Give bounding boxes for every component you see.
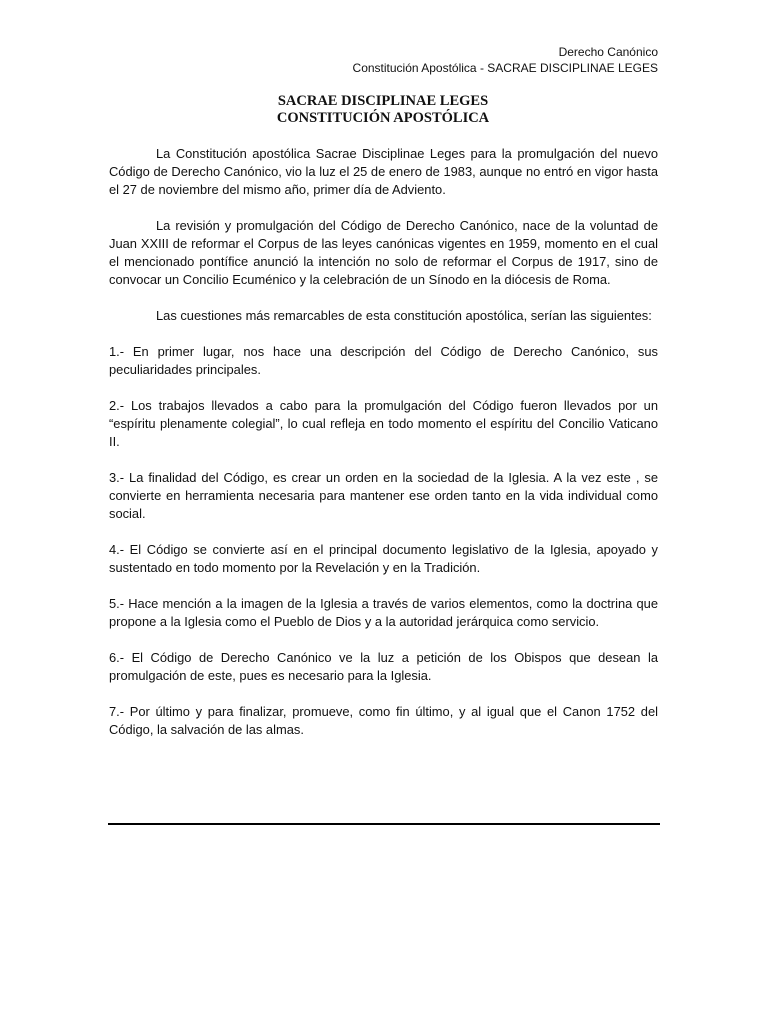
running-header: [353, 44, 658, 76]
list-item: 7.- Por último y para finalizar, promueve, como fin último, y al igual que el Canon 1752 del Código, la salvación de las almas.: [109, 704, 658, 737]
title-line-1: SACRAE DISCIPLINAE LEGES: [277, 93, 489, 109]
footer-divider: [108, 823, 660, 825]
history-paragraph: La revisión y promulgación del Código de Derecho Canónico, nace de la voluntad de Juan XXIII de reformar el Corpus de las leyes canónicas vigentes en 1959, momento en el cual el mencionado pontífice anunció la intención no solo de reformar el Corpus de 1917, sino de convocar un Concilio Ecuménico y la celebración de un Sínodo en la diócesis de Roma.: [109, 218, 658, 287]
list-item: 1.- En primer lugar, nos hace una descripción del Código de Derecho Canónico, sus peculiaridades principales.: [109, 344, 658, 377]
intro-paragraph: La Constitución apostólica Sacrae Disciplinae Leges para la promulgación del nuevo Código de Derecho Canónico, vio la luz el 25 de enero de 1983, aunque no entró en vigor hasta el 27 de noviembre del mismo año, primer día de Adviento.: [109, 146, 658, 197]
list-item: 5.- Hace mención a la imagen de la Iglesia a través de varios elementos, como la doctrina que propone a la Iglesia como el Pueblo de Dios y a la autoridad jerárquica como servicio.: [109, 596, 658, 629]
document-body: [109, 145, 658, 757]
header-subject: Derecho Canónico: [558, 45, 658, 59]
list-intro-paragraph: Las cuestiones más remarcables de esta constitución apostólica, serían las siguientes:: [156, 308, 652, 323]
title-line-2: CONSTITUCIÓN APOSTÓLICA: [276, 110, 490, 126]
document-title: [0, 93, 768, 127]
header-document-title: Constitución Apostólica - SACRAE DISCIPLINAE LEGES: [352, 61, 658, 75]
list-item: 6.- El Código de Derecho Canónico ve la luz a petición de los Obispos que desean la promulgación de este, pues es necesario para la Iglesia.: [109, 650, 658, 683]
list-item: 4.- El Código se convierte así en el principal documento legislativo de la Iglesia, apoyado y sustentado en todo momento por la Revelación y en la Tradición.: [109, 542, 658, 575]
list-item: 3.- La finalidad del Código, es crear un orden en la sociedad de la Iglesia. A la vez este , se convierte en herramienta necesaria para mantener ese orden tanto en la vida individual como social.: [109, 470, 658, 521]
list-item: 2.- Los trabajos llevados a cabo para la promulgación del Código fueron llevados por un “espíritu plenamente colegial”, lo cual refleja en todo momento el espíritu del Concilio Vaticano II.: [109, 398, 658, 449]
